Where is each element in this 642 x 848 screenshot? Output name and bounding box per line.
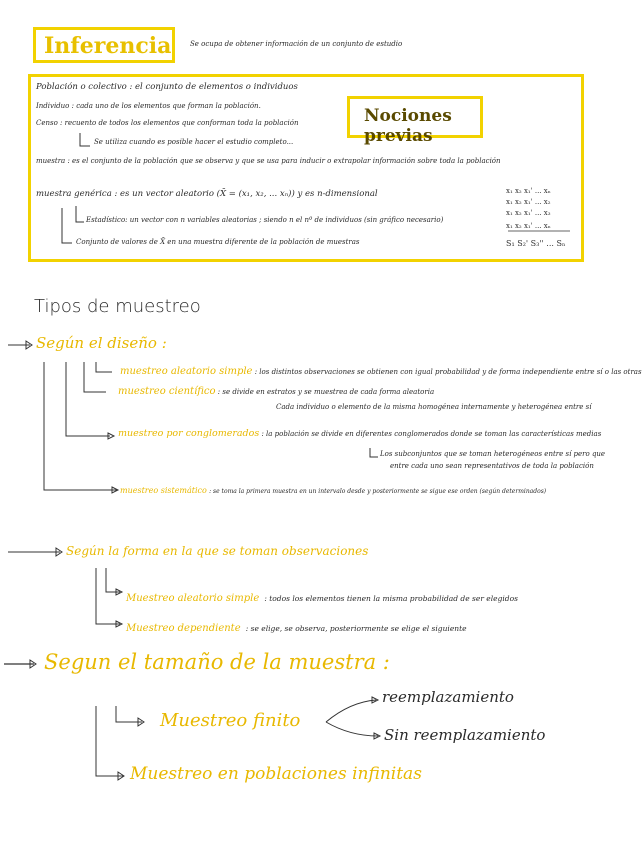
def-censo: Censo : recuento de todos los elementos que conforman toda la población [36,119,299,127]
segun-tamano-label: Segun el tamaño de la muestra : [44,650,390,674]
forma-dependiente [126,616,467,635]
item-sistematico-desc: : se toma la primera muestra en un intervalo desde y posteriormente se sigue ese orden (según determinados) [209,488,547,495]
def-individuo: Individuo : cada uno de los elementos que forman la población. [36,102,261,110]
conglomerados-note2: entre cada uno sean representativos de toda la población [390,462,594,470]
def-censo-note: Se utiliza cuando es posible hacer el estudio completo... [94,138,294,146]
matrix-row: S₁ S₂' S₃'' ... Sₙ [506,239,566,248]
matrix-row: x₁ x₂ x₁' ... xₙ [506,222,551,230]
infinitas-label: Muestreo en poblaciones infinitas [130,764,422,784]
def-poblacion: Población o colectivo : el conjunto de elementos o individuos [36,82,298,92]
item-cientifico [118,386,434,397]
item-sistematico-name: muestreo sistemático [120,486,207,495]
item-cientifico-desc2: Cada individuo o elemento de la misma homogénea internamente y heterogénea entre sí [276,403,592,411]
reemplazamiento-label: reemplazamiento [382,688,514,706]
page-title: Inferencia [44,33,172,59]
item-conglomerados-desc: : la población se divide en diferentes conglomerados donde se toman las características medias [261,430,602,438]
conglomerados-note1: Los subconjuntos que se toman heterogéneos entre sí pero que [380,450,606,458]
segun-diseno-label: Según el diseño : [36,334,167,352]
item-cientifico-name: muestreo científico [118,386,216,397]
forma-aleatorio-name: Muestreo aleatorio simple [126,593,260,604]
item-cientifico-desc: : se divide en estratos y se muestrea de cada forma aleatoria [217,388,435,396]
title-box [33,27,175,63]
sample-matrix [506,186,565,249]
def-estadistico: Estadístico: un vector con n variables aleatorias ; siendo n el nº de individuos (sin gráfico necesario) [86,216,444,224]
item-conglomerados-name: muestreo por conglomerados [118,428,260,439]
matrix-row: x₁ x₂ x₁' ... x₂ [506,198,551,206]
sin-reemplazamiento-label: Sin reemplazamiento [384,726,546,744]
forma-dependiente-name: Muestreo dependiente [126,623,241,634]
item-conglomerados [118,428,601,439]
matrix-row: x₁ x₂ x₁' ... x₃ [506,209,551,217]
forma-aleatorio [126,586,518,605]
item-aleatorio-simple-desc: : los distintos observaciones se obtienen con igual probabilidad y de forma independiente entre sí o las otras [254,368,642,376]
nociones-previas-box [347,96,483,146]
segun-forma-label: Según la forma en la que se toman observaciones [66,544,369,558]
title-subtitle: Se ocupa de obtener información de un conjunto de estudio [190,40,403,48]
forma-dependiente-desc: : se elige, se observa, posteriormente se elige el siguiente [245,624,467,633]
def-muestra-generica: muestra genérica : es un vector aleatorio (X̄ = (x₁, x₂, ... xₙ)) y es n-dimensional [36,189,378,199]
item-sistematico [120,486,546,495]
def-muestra: muestra : es el conjunto de la población que se observa y que se usa para inducir o extrapolar información sobre toda la población [36,157,501,165]
section-heading-tipos: Tipos de muestreo [34,296,201,317]
forma-aleatorio-desc: : todos los elementos tienen la misma probabilidad de ser elegidos [264,594,518,603]
finito-label: Muestreo finito [160,710,301,731]
item-aleatorio-simple-name: muestreo aleatorio simple [120,366,253,377]
nociones-previas-label: Nociones previas [364,106,452,146]
def-conjunto-valores: Conjunto de valores de X̄ en una muestra diferente de la población de muestras [76,238,360,246]
item-aleatorio-simple [120,366,642,377]
matrix-row: x₁ x₂ x₁' ... xₙ [506,187,551,195]
